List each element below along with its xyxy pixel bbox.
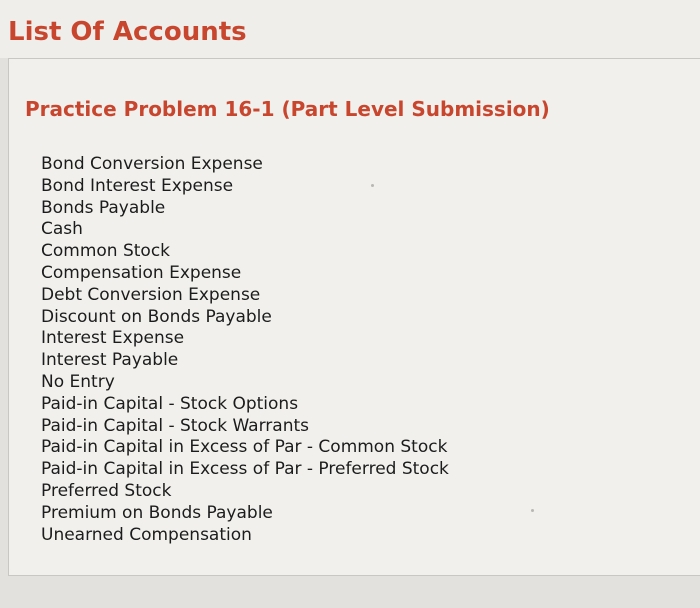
list-item: Cash	[41, 219, 83, 240]
list-item: Interest Payable	[41, 350, 179, 371]
list-item: Preferred Stock	[41, 480, 172, 501]
list-item: No Entry	[41, 371, 115, 392]
page-title: List Of Accounts	[8, 17, 247, 47]
list-item: Compensation Expense	[41, 262, 242, 283]
list-item: Premium on Bonds Payable	[41, 502, 273, 523]
list-item: Paid-in Capital in Excess of Par - Preferred Stock	[41, 459, 449, 480]
list-item: Debt Conversion Expense	[41, 284, 261, 305]
section-title: Practice Problem 16-1 (Part Level Submission)	[25, 97, 550, 121]
speck-mark	[531, 509, 534, 512]
speck-mark	[371, 184, 374, 187]
list-item: Paid-in Capital in Excess of Par - Common Stock	[41, 437, 448, 458]
list-item: Paid-in Capital - Stock Options	[41, 393, 299, 414]
list-item: Unearned Compensation	[41, 524, 252, 545]
page-header	[0, 0, 700, 58]
list-item: Interest Expense	[41, 328, 185, 349]
list-item: Bond Conversion Expense	[41, 154, 263, 174]
list-item: Paid-in Capital - Stock Warrants	[41, 415, 309, 436]
list-item: Common Stock	[41, 241, 171, 262]
account-list	[41, 154, 449, 546]
list-item: Discount on Bonds Payable	[41, 306, 272, 327]
list-item: Bond Interest Expense	[41, 175, 234, 196]
accounts-panel	[8, 58, 700, 576]
list-item: Bonds Payable	[41, 197, 166, 218]
